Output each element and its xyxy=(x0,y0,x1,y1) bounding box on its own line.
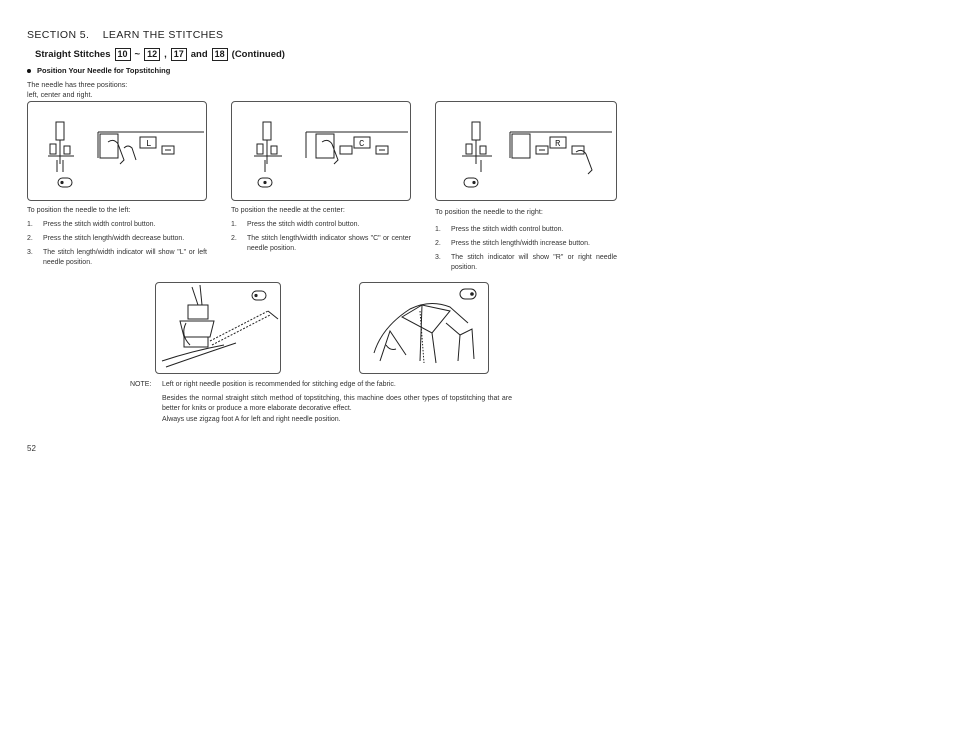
needle-right-illustration xyxy=(436,102,616,200)
page-heading xyxy=(35,48,285,61)
stitch-number-10: 10 xyxy=(115,48,131,61)
indicator-left: L xyxy=(146,139,152,149)
step-text: Press the stitch width control button. xyxy=(451,226,564,233)
bullet-icon xyxy=(27,69,31,73)
step-number: 3. xyxy=(27,249,33,256)
fabric-edge-illustration xyxy=(360,283,488,373)
section-label: SECTION 5. xyxy=(27,29,90,41)
step-number: 2. xyxy=(435,240,441,247)
intro-text xyxy=(27,80,127,100)
column-center-instructions xyxy=(231,205,411,258)
stitch-number-17: 17 xyxy=(171,48,187,61)
steps-right xyxy=(435,225,617,273)
step-text: The stitch length/width indicator shows "C" or center needle position. xyxy=(247,235,411,252)
step-number: 1. xyxy=(27,221,33,228)
step-text: The stitch indicator will show "R" or right needle position. xyxy=(451,254,617,271)
note xyxy=(130,381,396,388)
note-text: Left or right needle position is recommended for stitching edge of the fabric. xyxy=(162,381,396,388)
fabric-edge-illustration-panel xyxy=(359,282,489,374)
note-always-text: Always use zigzag foot A for left and right needle position. xyxy=(162,416,341,423)
needle-left-illustration xyxy=(28,102,206,200)
step-text: The stitch length/width indicator will show "L" or left needle position. xyxy=(43,249,207,266)
list-item xyxy=(435,253,617,273)
intro-line-2: left, center and right. xyxy=(27,90,93,99)
list-item xyxy=(231,234,411,254)
needle-center-illustration xyxy=(232,102,410,200)
note-label: NOTE: xyxy=(130,381,152,388)
step-text: Press the stitch width control button. xyxy=(247,221,360,228)
list-item xyxy=(27,248,207,268)
page-number: 52 xyxy=(27,444,36,453)
steps-center xyxy=(231,220,411,254)
heading-tilde: ~ xyxy=(134,49,141,60)
step-text: Press the stitch length/width increase button. xyxy=(451,240,590,247)
caption-center: To position the needle at the center: xyxy=(231,205,345,214)
heading-continued: (Continued) xyxy=(231,49,285,60)
stitch-number-18: 18 xyxy=(212,48,228,61)
note-paragraph: Besides the normal straight stitch method of topstitching, this machine does other types of topstitching that are better for knits or produce a more elaborate decorative effect. xyxy=(162,395,512,412)
intro-line-1: The needle has three positions: xyxy=(27,80,128,89)
caption-left: To position the needle to the left: xyxy=(27,205,131,214)
list-item xyxy=(27,234,207,244)
step-text: Press the stitch length/width decrease button. xyxy=(43,235,185,242)
step-number: 1. xyxy=(435,226,441,233)
indicator-center: C xyxy=(359,139,365,149)
panel-left-position xyxy=(27,101,207,201)
subheading xyxy=(27,66,170,75)
indicator-right: R xyxy=(555,139,561,149)
column-left-instructions xyxy=(27,205,207,272)
step-number: 2. xyxy=(231,235,237,242)
presser-foot-illustration xyxy=(156,283,280,373)
panel-right-position xyxy=(435,101,617,201)
list-item xyxy=(435,225,617,235)
heading-prefix: Straight Stitches xyxy=(35,49,111,60)
step-text: Press the stitch width control button. xyxy=(43,221,156,228)
step-number: 2. xyxy=(27,235,33,242)
step-number: 3. xyxy=(435,254,441,261)
list-item xyxy=(435,239,617,249)
step-number: 1. xyxy=(231,221,237,228)
panel-center-position xyxy=(231,101,411,201)
column-right-instructions xyxy=(435,207,617,277)
section-name: LEARN THE STITCHES xyxy=(102,29,224,41)
subheading-text: Position Your Needle for Topstitching xyxy=(37,66,171,75)
caption-right: To position the needle to the right: xyxy=(435,207,543,216)
heading-comma: , xyxy=(164,49,167,60)
heading-and: and xyxy=(190,49,208,60)
section-title xyxy=(27,29,233,41)
list-item xyxy=(27,220,207,230)
stitch-number-12: 12 xyxy=(144,48,160,61)
presser-foot-illustration-panel xyxy=(155,282,281,374)
list-item xyxy=(231,220,411,230)
steps-left xyxy=(27,220,207,268)
